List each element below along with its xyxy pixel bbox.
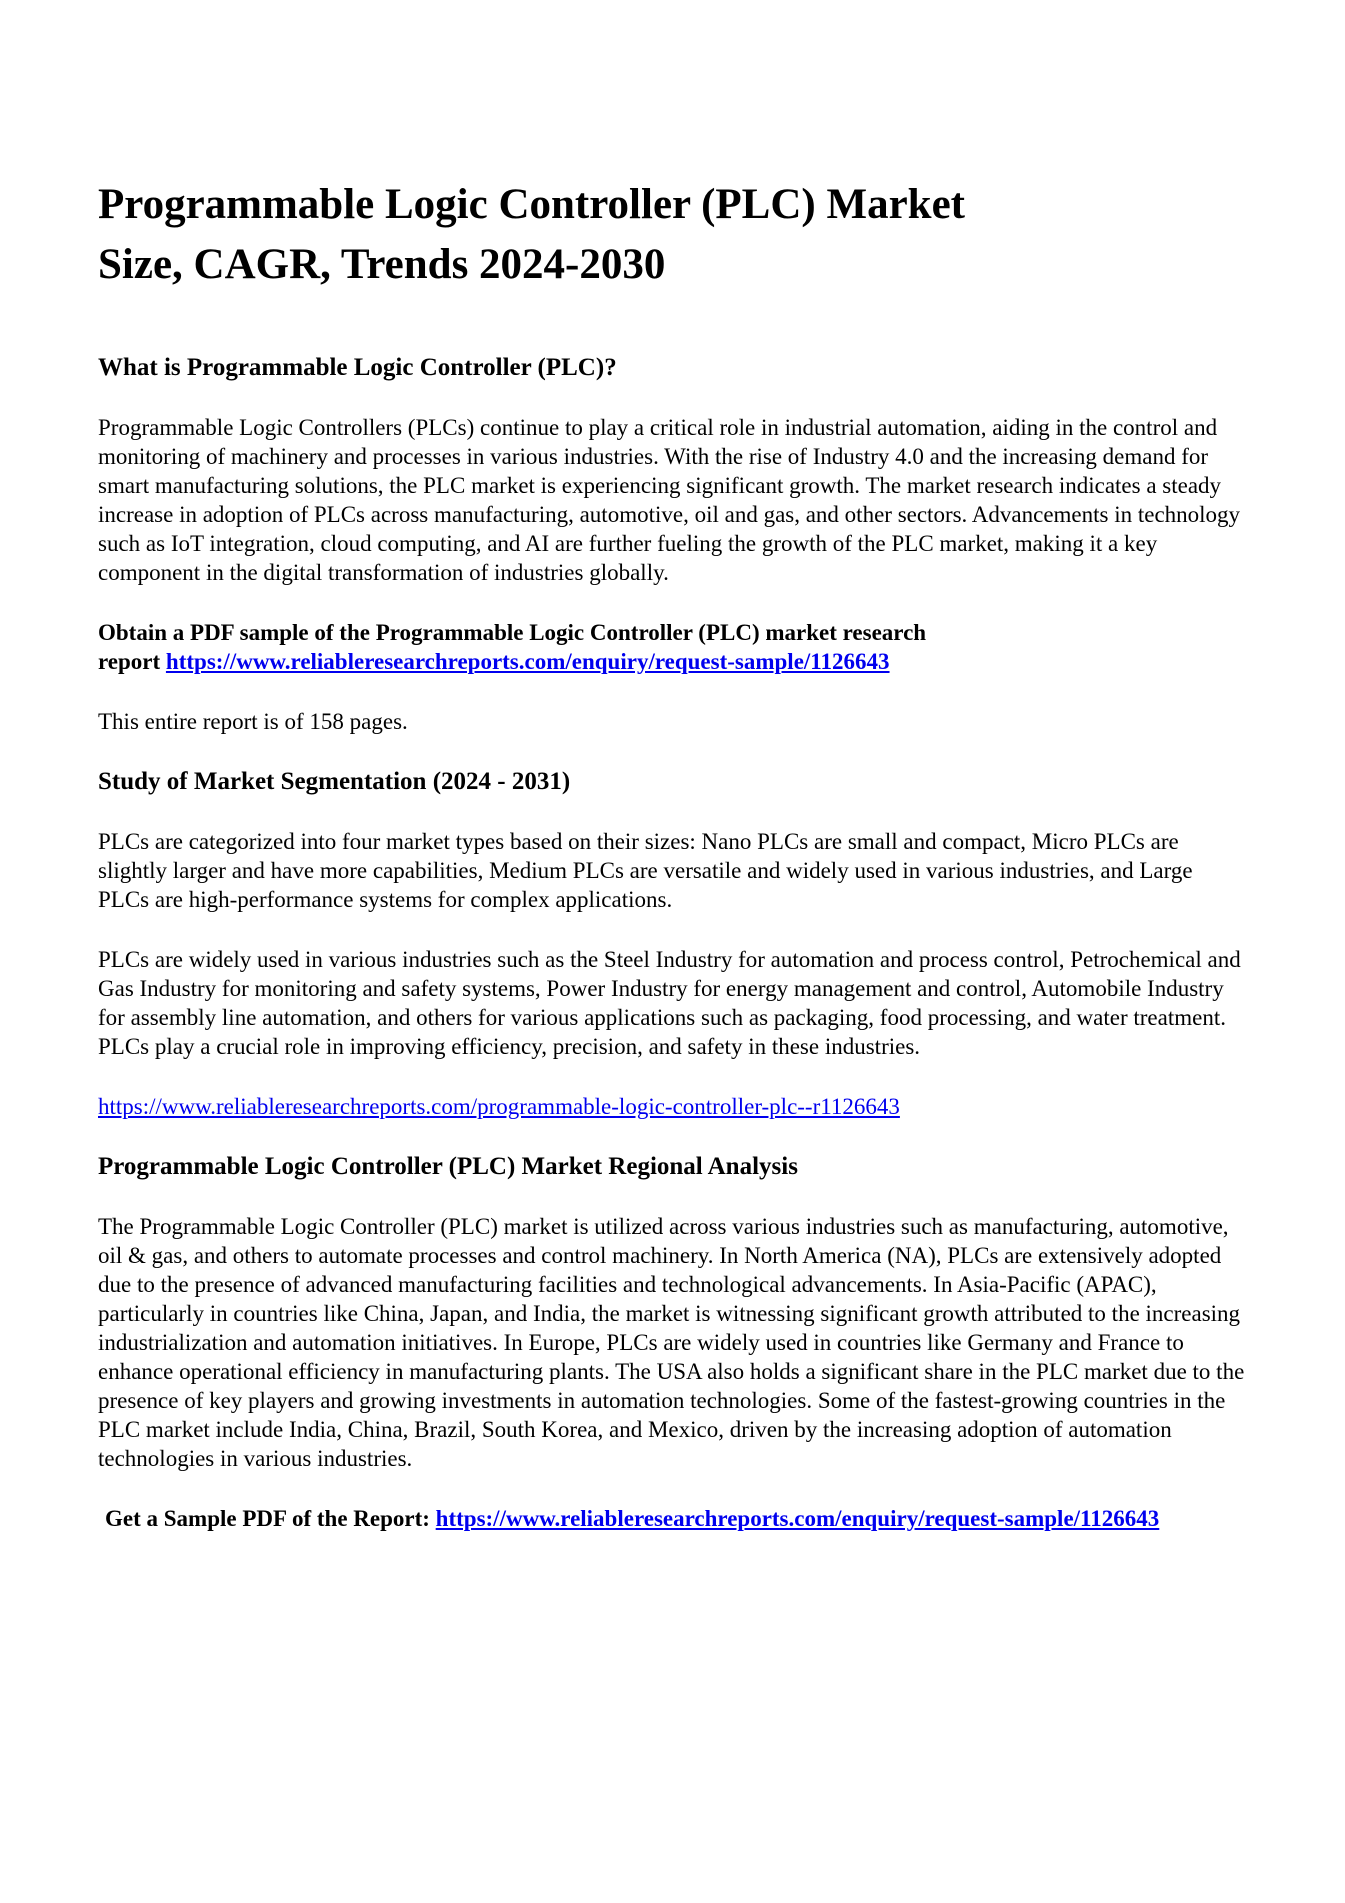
get-sample-label: Get a Sample PDF of the Report: bbox=[105, 1506, 436, 1531]
paragraph-sample-offer bbox=[98, 618, 1108, 676]
sample-request-link[interactable]: https://www.reliableresearchreports.com/enquiry/request-sample/1126643 bbox=[165, 649, 890, 674]
paragraph-segmentation-industries: PLCs are widely used in various industries such as the Steel Industry for automation and process control, Petrochemical and Gas Industry for monitoring and safety systems, Power Industry for energy management and control, Automobile Industry for assembly line automation, and others for various applications such as packaging, food processing, and water treatment. PLCs play a crucial role in improving efficiency, precision, and safety in these industries. bbox=[98, 947, 1241, 1059]
paragraph-what-is: Programmable Logic Controllers (PLCs) continue to play a critical role in industrial automation, aiding in the control and monitoring of machinery and processes in various industries. With the rise of Industry 4.0 and the increasing demand for smart manufacturing solutions, the PLC market is experiencing significant growth. The market research indicates a steady increase in adoption of PLCs across manufacturing, automotive, oil and gas, and other sectors. Advancements in technology such as IoT integration, cloud computing, and AI are further fueling the growth of the PLC market, making it a key component in the digital transformation of industries globally. bbox=[98, 415, 1241, 585]
paragraph-report-length: This entire report is of 158 pages. bbox=[98, 709, 408, 734]
section-heading-what-is: What is Programmable Logic Controller (PLC)? bbox=[98, 354, 617, 381]
paragraph-report-link bbox=[98, 1092, 1248, 1121]
paragraph-get-sample bbox=[98, 1504, 1248, 1533]
section-heading-regional: Programmable Logic Controller (PLC) Market Regional Analysis bbox=[98, 1153, 798, 1180]
page-title-line1: Programmable Logic Controller (PLC) Market bbox=[98, 181, 965, 228]
sample-offer-label-line1: Obtain a PDF sample of the Programmable Logic Controller (PLC) market research bbox=[98, 620, 927, 645]
page-title bbox=[98, 175, 1248, 295]
get-sample-link[interactable]: https://www.reliableresearchreports.com/enquiry/request-sample/1126643 bbox=[435, 1506, 1160, 1531]
paragraph-segmentation-types: PLCs are categorized into four market types based on their sizes: Nano PLCs are small and compact, Micro PLCs are slightly larger and have more capabilities, Medium PLCs are versatile and widely used in various industries, and Large PLCs are high-performance systems for complex applications. bbox=[98, 829, 1193, 912]
paragraph-regional: The Programmable Logic Controller (PLC) market is utilized across various industries such as manufacturing, automotive, oil & gas, and others to automate processes and control machinery. In North America (NA), PLCs are extensively adopted due to the presence of advanced manufacturing facilities and technological advancements. In Asia-Pacific (APAC), particularly in countries like China, Japan, and India, the market is witnessing significant growth attributed to the increasing industrialization and automation initiatives. In Europe, PLCs are widely used in countries like Germany and France to enhance operational efficiency in manufacturing plants. The USA also holds a significant share in the PLC market due to the presence of key players and growing investments in automation technologies. Some of the fastest-growing countries in the PLC market include India, China, Brazil, South Korea, and Mexico, driven by the increasing adoption of automation technologies in various industries. bbox=[98, 1214, 1245, 1471]
report-page-link[interactable]: https://www.reliableresearchreports.com/programmable-logic-controller-plc--r1126643 bbox=[98, 1094, 900, 1119]
section-heading-segmentation: Study of Market Segmentation (2024 - 2031) bbox=[98, 768, 571, 795]
sample-offer-label-line2: report bbox=[98, 649, 166, 674]
page-title-line2: Size, CAGR, Trends 2024-2030 bbox=[98, 241, 666, 288]
